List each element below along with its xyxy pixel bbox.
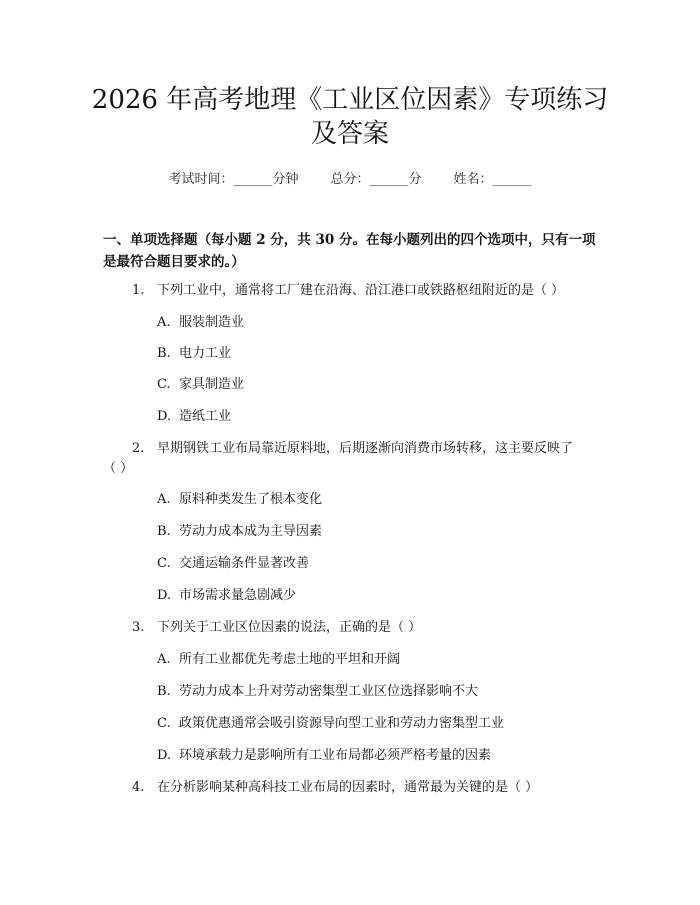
option-letter: A. bbox=[157, 652, 171, 667]
student-name-label: 姓名：______ bbox=[453, 172, 532, 187]
question-text: 在分析影响某种高科技工业布局的因素时，通常最为关键的是（ ） bbox=[157, 780, 539, 795]
option-letter: C. bbox=[157, 716, 171, 731]
exam-time-label: 考试时间：______分钟 bbox=[168, 172, 299, 187]
option-text: 环境承载力是影响所有工业布局都必须严格考量的因素 bbox=[179, 748, 492, 763]
question-text: 下列关于工业区位因素的说法，正确的是（ ） bbox=[157, 620, 422, 635]
section-heading-line2: 是最符合题目要求的。） bbox=[103, 254, 245, 270]
question-number: 1. bbox=[132, 283, 145, 298]
section-heading-line1: 一、单项选择题（每小题 2 分，共 30 分。在每小题列出的四个选项中，只有一项 bbox=[103, 232, 596, 248]
total-score-label: 总分：______分 bbox=[330, 172, 422, 187]
document-title-line1: 2026 年高考地理《工业区位因素》专项练习 bbox=[91, 85, 609, 115]
question-1-option-d bbox=[157, 407, 231, 427]
question-3-option-b bbox=[157, 682, 478, 702]
question-2-option-c bbox=[157, 554, 309, 574]
option-letter: C. bbox=[157, 377, 171, 392]
option-text: 原料种类发生了根本变化 bbox=[179, 492, 323, 507]
question-3-option-c bbox=[157, 714, 504, 734]
option-text: 造纸工业 bbox=[179, 409, 232, 424]
question-2-option-b bbox=[157, 522, 322, 542]
document-title-line2: 及答案 bbox=[310, 119, 389, 149]
option-letter: D. bbox=[157, 409, 172, 424]
option-letter: C. bbox=[157, 556, 171, 571]
option-text: 政策优惠通常会吸引资源导向型工业和劳动力密集型工业 bbox=[179, 716, 505, 731]
question-text: 下列工业中，通常将工厂建在沿海、沿江港口或铁路枢纽附近的是（ ） bbox=[157, 283, 565, 298]
option-text: 交通运输条件显著改善 bbox=[179, 556, 310, 571]
question-number: 3. bbox=[132, 620, 145, 635]
question-1-option-c bbox=[157, 375, 244, 395]
question-1-option-a bbox=[157, 313, 244, 333]
question-2-option-d bbox=[157, 586, 296, 606]
option-text: 电力工业 bbox=[179, 346, 232, 361]
question-3-option-d bbox=[157, 746, 491, 766]
question-number: 2. bbox=[132, 441, 145, 456]
option-letter: A. bbox=[157, 315, 171, 330]
question-2-option-a bbox=[157, 490, 322, 510]
exam-meta bbox=[0, 168, 700, 187]
option-text: 服装制造业 bbox=[179, 315, 245, 330]
option-letter: A. bbox=[157, 492, 171, 507]
question-3-option-a bbox=[157, 650, 400, 670]
option-text: 家具制造业 bbox=[179, 377, 245, 392]
option-text: 劳动力成本成为主导因素 bbox=[179, 524, 323, 539]
option-letter: B. bbox=[157, 684, 171, 699]
option-letter: B. bbox=[157, 346, 171, 361]
question-1-option-b bbox=[157, 344, 231, 364]
option-letter: D. bbox=[157, 748, 172, 763]
option-text: 市场需求量急剧减少 bbox=[179, 588, 297, 603]
question-number: 4. bbox=[132, 780, 145, 795]
question-2-continuation: （ ） bbox=[103, 461, 134, 476]
option-text: 劳动力成本上升对劳动密集型工业区位选择影响不大 bbox=[179, 684, 479, 699]
option-text: 所有工业都优先考虑土地的平坦和开阔 bbox=[179, 652, 401, 667]
option-letter: D. bbox=[157, 588, 172, 603]
option-letter: B. bbox=[157, 524, 171, 539]
question-text: 早期钢铁工业布局靠近原料地，后期逐渐向消费市场转移，这主要反映了 bbox=[157, 441, 574, 456]
